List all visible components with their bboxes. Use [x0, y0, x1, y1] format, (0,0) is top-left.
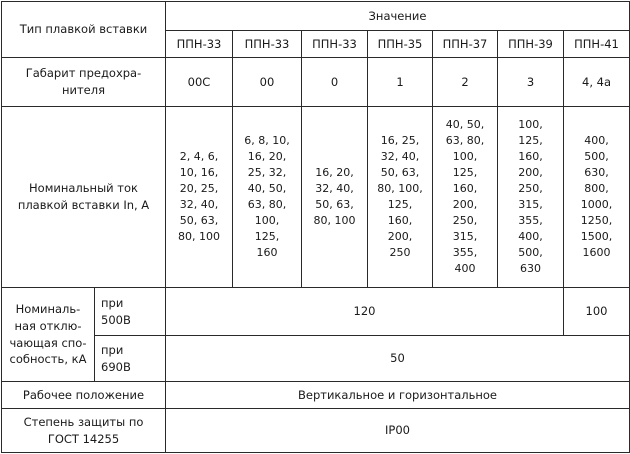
current-value-line: 125, — [387, 198, 413, 211]
current-value-line: 80, 100 — [178, 229, 220, 243]
breaking-690-value: 50 — [166, 336, 630, 382]
current-value-line: 800, — [584, 182, 609, 196]
breaking-label-line: ная отклю- — [14, 318, 82, 333]
breaking-label-cell — [2, 288, 95, 382]
current-value-line: 125, — [254, 229, 280, 243]
current-value-line: 315, — [452, 229, 478, 243]
current-value-line: 400, — [584, 134, 609, 148]
current-value-line: 355, — [518, 213, 543, 227]
breaking-label-line: чающая спо- — [9, 335, 87, 350]
current-value-line: 50, 63, — [380, 166, 420, 180]
current-value-line: 100, — [518, 118, 543, 132]
current-value-cell — [233, 107, 302, 288]
current-value-line: 40, 50, — [247, 182, 287, 196]
breaking-500-value: 120 — [166, 288, 564, 336]
current-value-line: 400, — [518, 229, 543, 243]
current-value-line: 250, — [452, 213, 478, 227]
current-value-line: 20, 25, — [179, 182, 219, 196]
current-value-line: 1250, — [580, 213, 613, 227]
current-value-line: 630 — [520, 261, 541, 275]
type-header: ППН-33 — [166, 31, 233, 58]
type-header-label: Тип плавкой вставки — [19, 22, 148, 37]
current-value-line: 2, 4, 6, — [179, 150, 219, 164]
current-value-line: 50, 63, — [315, 198, 354, 211]
current-value-line: 6, 8, 10, — [244, 134, 290, 148]
position-label: Рабочее положение — [2, 382, 166, 409]
size-value: 1 — [368, 58, 433, 107]
current-value-line: 40, 50, — [445, 118, 485, 132]
current-value-line: 32, 40, — [315, 182, 354, 196]
value-header-label: Значение — [368, 8, 427, 23]
position-value: Вертикальное и горизонтальное — [166, 382, 630, 409]
size-value: 0 — [302, 58, 368, 107]
current-value-line: 100, — [452, 150, 478, 164]
voltage-500-line: 500В — [101, 312, 131, 327]
current-value-line: 63, 80, — [247, 198, 287, 211]
breaking-label-line: Номиналь- — [15, 302, 81, 317]
current-value-line: 16, 25, — [380, 134, 420, 148]
current-value-line: 630, — [584, 166, 609, 180]
size-value: 4, 4а — [564, 58, 630, 107]
voltage-690-line: при — [101, 342, 124, 357]
current-value-cell — [166, 107, 233, 288]
current-label-cell — [2, 107, 166, 288]
current-value-line: 125, — [518, 134, 543, 148]
current-value-line: 160, — [452, 182, 478, 196]
current-value-line: 10, 16, — [179, 166, 219, 180]
size-value: 00 — [233, 58, 302, 107]
current-value-line: 1000, — [580, 198, 613, 211]
current-value-line: 63, 80, — [445, 134, 485, 148]
voltage-690-line: 690В — [101, 359, 131, 374]
type-header: ППН-37 — [433, 31, 498, 58]
current-value-cell — [368, 107, 433, 288]
current-value-line: 50, 63, — [179, 213, 219, 227]
current-value-cell — [498, 107, 564, 288]
current-value-line: 32, 40, — [380, 150, 420, 164]
current-label-line: Номинальный ток — [29, 181, 138, 196]
current-value-line: 32, 40, — [179, 198, 219, 211]
current-value-line: 25, 32, — [247, 166, 287, 180]
value-header-cell — [166, 2, 630, 31]
current-value-line: 355, — [452, 245, 478, 259]
current-value-line: 250 — [389, 245, 411, 259]
breaking-500-last-value: 100 — [564, 288, 630, 336]
current-value-line: 100, — [254, 213, 280, 227]
breaking-label-line: собность, кА — [9, 352, 87, 367]
type-header: ППН-41 — [564, 31, 630, 58]
current-value-line: 80, 100 — [313, 213, 356, 227]
current-value-line: 16, 20, — [247, 150, 287, 164]
current-value-line: 400 — [454, 261, 476, 275]
current-value-cell — [302, 107, 368, 288]
type-header-cell — [2, 2, 166, 58]
current-value-line: 200, — [387, 229, 413, 243]
current-value-line: 125, — [452, 166, 478, 180]
current-value-line: 200, — [452, 198, 478, 211]
current-value-line: 80, 100, — [377, 182, 423, 196]
type-header: ППН-39 — [498, 31, 564, 58]
protection-value: IP00 — [166, 409, 630, 453]
size-label-cell — [2, 58, 166, 107]
protection-label-cell — [2, 409, 166, 453]
type-header: ППН-35 — [368, 31, 433, 58]
current-value-line: 160 — [256, 245, 278, 259]
current-value-cell — [564, 107, 630, 288]
fuse-spec-table — [1, 1, 630, 453]
current-value-line: 250, — [518, 182, 543, 196]
current-value-line: 160, — [518, 150, 543, 164]
current-value-line: 16, 20, — [315, 166, 354, 180]
current-value-line: 1500, — [580, 229, 613, 243]
protection-label-line: ГОСТ 14255 — [47, 431, 120, 446]
current-value-line: 500, — [584, 150, 609, 164]
current-value-line: 315, — [518, 198, 543, 211]
type-header: ППН-33 — [233, 31, 302, 58]
voltage-500-cell — [95, 288, 166, 336]
protection-label-line: Степень защиты по — [23, 414, 144, 429]
size-label-line: Габарит предохра- — [25, 66, 142, 81]
voltage-500-line: при — [101, 295, 124, 310]
size-value: 00С — [166, 58, 233, 107]
current-value-line: 200, — [518, 166, 543, 180]
current-value-line: 160, — [387, 213, 413, 227]
size-label-line: нителя — [61, 83, 106, 97]
size-value: 3 — [498, 58, 564, 107]
current-value-cell — [433, 107, 498, 288]
current-value-line: 1600 — [582, 245, 611, 259]
current-value-line: 500, — [518, 245, 543, 259]
size-value: 2 — [433, 58, 498, 107]
type-header: ППН-33 — [302, 31, 368, 58]
current-label-line: плавкой вставки In, А — [17, 198, 150, 212]
voltage-690-cell — [95, 336, 166, 382]
